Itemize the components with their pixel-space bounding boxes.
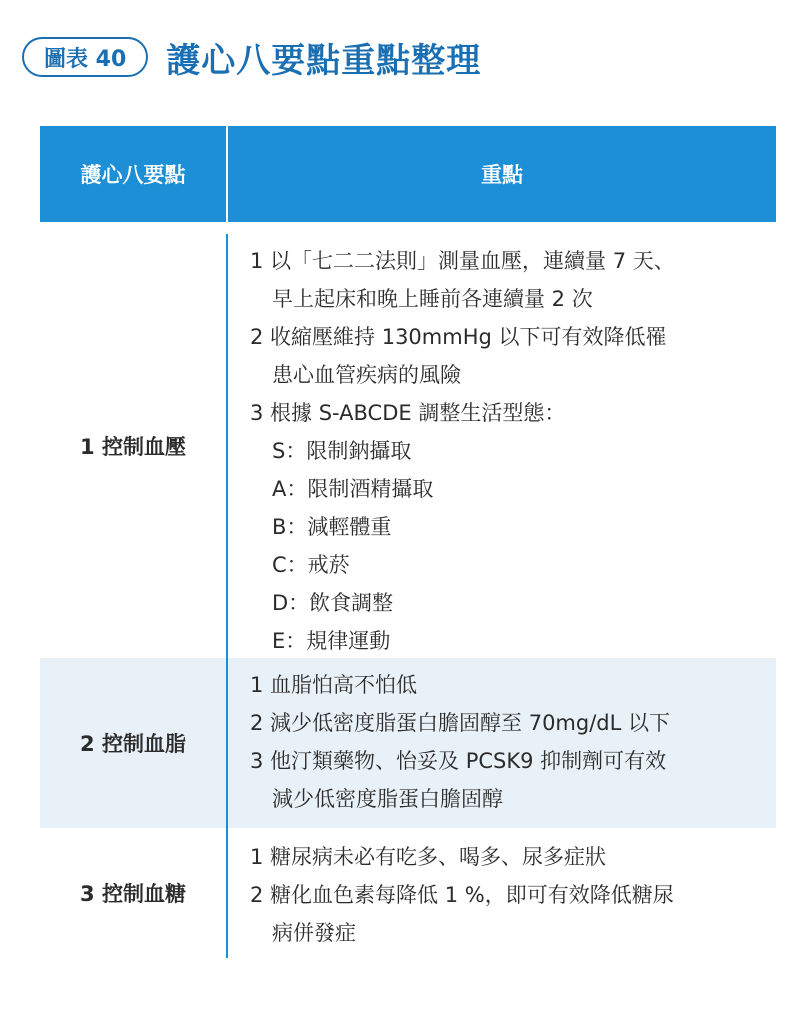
content-line: D：飲食調整 bbox=[272, 591, 394, 615]
content-line: 3 他汀類藥物、怡妥及 PCSK9 抑制劑可有效 bbox=[250, 749, 667, 773]
content-line: 1 血脂怕高不怕低 bbox=[250, 673, 418, 697]
row-content bbox=[228, 234, 776, 658]
content-line: S：限制鈉攝取 bbox=[272, 439, 412, 463]
column-header-key: 重點 bbox=[481, 163, 523, 187]
content-line: E：規律運動 bbox=[272, 629, 391, 653]
content-line: 1 糖尿病未必有吃多、喝多、尿多症狀 bbox=[250, 845, 607, 869]
content-line: 早上起床和晚上睡前各連續量 2 次 bbox=[272, 287, 593, 311]
content-line: B：減輕體重 bbox=[272, 515, 392, 539]
content-line: 2 糖化血色素每降低 1 %，即可有效降低糖尿 bbox=[250, 883, 674, 907]
page-title: 護心八要點重點整理 bbox=[166, 40, 482, 81]
column-header-point: 護心八要點 bbox=[40, 126, 228, 222]
row-label: 3 控制血糖 bbox=[40, 828, 228, 958]
figure-badge: 圖表 40 bbox=[22, 37, 148, 77]
content-line: 減少低密度脂蛋白膽固醇 bbox=[272, 787, 503, 811]
table-header-row bbox=[40, 126, 776, 222]
content-line: 2 減少低密度脂蛋白膽固醇至 70mg/dL 以下 bbox=[250, 711, 670, 735]
content-line: A：限制酒精攝取 bbox=[272, 477, 434, 501]
content-line: 病併發症 bbox=[272, 921, 356, 945]
content-line: 3 根據 S-ABCDE 調整生活型態： bbox=[250, 401, 566, 425]
row-content bbox=[228, 828, 776, 958]
table-row bbox=[40, 222, 776, 658]
table-row bbox=[40, 828, 776, 958]
table-row bbox=[40, 658, 776, 828]
summary-table bbox=[40, 126, 776, 958]
figure-header bbox=[22, 30, 481, 84]
content-line: 患心血管疾病的風險 bbox=[272, 363, 461, 387]
row-label: 2 控制血脂 bbox=[40, 658, 228, 828]
content-line: C：戒菸 bbox=[272, 553, 350, 577]
content-line: 1 以「七二二法則」測量血壓，連續量 7 天、 bbox=[250, 249, 675, 273]
row-label: 1 控制血壓 bbox=[40, 234, 228, 658]
content-line: 2 收縮壓維持 130mmHg 以下可有效降低罹 bbox=[250, 325, 667, 349]
row-content bbox=[228, 658, 776, 828]
